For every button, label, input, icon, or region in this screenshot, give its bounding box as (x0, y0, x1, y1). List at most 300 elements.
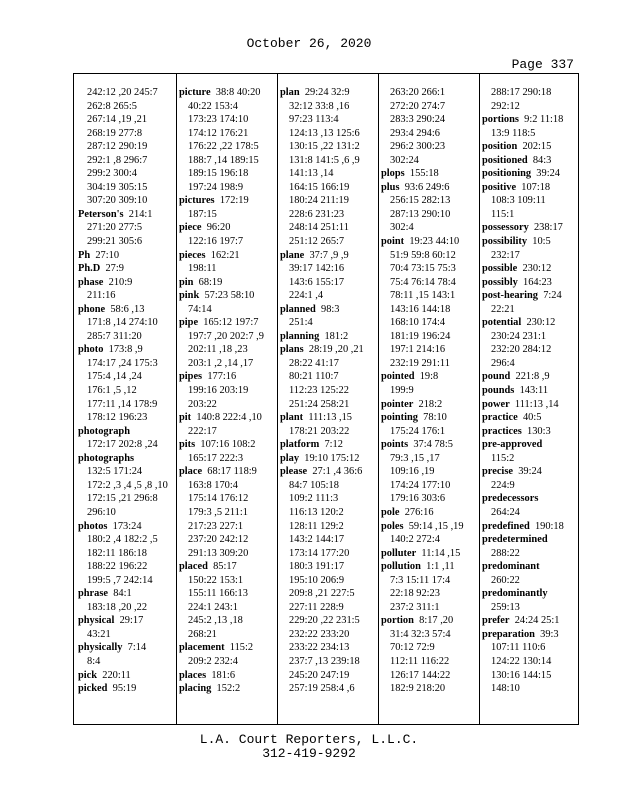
page-line-refs: 7:12 (324, 439, 343, 451)
index-continuation (179, 425, 280, 439)
page-line-refs: 245:20 247:19 (289, 669, 350, 681)
index-term: placement (179, 642, 225, 654)
page-line-refs: 220:11 (102, 669, 131, 681)
page-line-refs: 174:12 176:21 (188, 127, 249, 139)
index-continuation (381, 479, 482, 493)
page-line-refs: 221:8 ,9 (515, 371, 550, 383)
page-line-refs: 233:22 234:13 (289, 642, 350, 654)
index-continuation (78, 384, 179, 398)
index-term: predetermined (482, 534, 548, 546)
index-continuation (78, 479, 179, 493)
page-line-refs: 124:22 130:14 (491, 655, 552, 667)
index-continuation (381, 330, 482, 344)
page-line-refs: 130:15 ,22 131:2 (289, 141, 360, 153)
page-line-refs: 287:13 290:10 (390, 208, 451, 220)
page-line-refs: 108:3 109:11 (491, 195, 546, 207)
index-term: pipes (179, 371, 203, 383)
index-entry (482, 560, 583, 574)
index-continuation (280, 560, 381, 574)
index-term: practice (482, 412, 518, 424)
index-term: post-hearing (482, 290, 538, 302)
page-line-refs: 182:9 218:20 (390, 683, 446, 695)
index-continuation (280, 167, 381, 181)
page-line-refs: 174:24 177:10 (390, 479, 451, 491)
page-line-refs: 95:19 (112, 683, 137, 695)
index-term: point (381, 236, 405, 248)
page-line-refs: 230:24 231:1 (491, 330, 547, 342)
index-entry (78, 641, 179, 655)
index-continuation (381, 276, 482, 290)
page-line-refs: 107:11 110:6 (491, 642, 546, 654)
index-term: preparation (482, 628, 535, 640)
index-continuation (381, 587, 482, 601)
page-line-refs: 111:13 ,14 (514, 398, 559, 410)
page-line-refs: 112:11 116:22 (390, 655, 450, 667)
page-line-refs: 197:24 198:9 (188, 181, 244, 193)
index-continuation (381, 127, 482, 141)
page-line-refs: 152:2 (216, 683, 241, 695)
page-line-refs: 172:17 202:8 ,24 (87, 439, 158, 451)
page-line-refs: 227:11 228:9 (289, 601, 344, 613)
page-line-refs: 29:17 (119, 615, 144, 627)
index-entry (482, 154, 583, 168)
page-line-refs: 109:2 111:3 (289, 493, 339, 505)
page-line-refs: 165:17 222:3 (188, 452, 244, 464)
index-continuation (78, 560, 179, 574)
index-entry (482, 262, 583, 276)
page-line-refs: 237:20 242:12 (188, 534, 249, 546)
page-line-refs: 288:22 (491, 547, 520, 559)
index-continuation (78, 370, 179, 384)
page-line-refs: 291:13 309:20 (188, 547, 249, 559)
page-line-refs: 7:24 (543, 290, 562, 302)
index-entry (78, 682, 179, 696)
page-line-refs: 115:2 (229, 642, 254, 654)
index-continuation (280, 370, 381, 384)
page-line-refs: 229:20 ,22 231:5 (289, 615, 360, 627)
page-line-refs: 256:15 282:13 (390, 195, 451, 207)
index-entry (280, 86, 381, 100)
index-continuation (381, 452, 482, 466)
page-line-refs: 168:10 174:4 (390, 317, 446, 329)
page-line-refs: 288:17 290:18 (491, 87, 552, 98)
index-continuation (280, 127, 381, 141)
index-term: power (482, 398, 510, 410)
page-line-refs: 224:9 (491, 479, 515, 491)
index-continuation (381, 533, 482, 547)
index-term: predecessors (482, 493, 539, 505)
index-continuation (78, 533, 179, 547)
page-line-refs: 176:22 ,22 178:5 (188, 141, 259, 153)
page-line-refs: 68:17 118:9 (207, 466, 257, 478)
page-line-refs: 175:14 176:12 (188, 493, 249, 505)
page-line-refs: 173:23 174:10 (188, 114, 249, 126)
index-term: portions (482, 114, 519, 126)
index-continuation (482, 343, 583, 357)
page-line-refs: 232:22 233:20 (289, 628, 350, 640)
page-line-refs: 173:8 ,9 (108, 344, 143, 356)
index-continuation (280, 520, 381, 534)
index-entry (179, 276, 280, 290)
column-divider (479, 74, 480, 724)
index-entry (482, 411, 583, 425)
page-line-refs: 188:22 196:22 (87, 561, 148, 573)
page-line-refs: 28:19 ,20 ,21 (308, 344, 364, 356)
index-continuation (381, 262, 482, 276)
page-line-refs: 39:17 142:16 (289, 263, 345, 275)
index-continuation (78, 181, 179, 195)
index-term: polluter (381, 547, 417, 559)
index-continuation (381, 303, 482, 317)
page-line-refs: 268:21 (188, 628, 217, 640)
index-entry (381, 560, 482, 574)
page-line-refs: 262:8 265:5 (87, 100, 137, 112)
page-line-refs: 197:1 214:16 (390, 344, 446, 356)
index-entry (381, 506, 482, 520)
index-entry (482, 398, 583, 412)
index-continuation (78, 411, 179, 425)
index-term: pound (482, 371, 511, 383)
index-term: plans (280, 344, 304, 356)
page-line-refs: 93:6 249:6 (404, 181, 450, 193)
index-continuation (280, 289, 381, 303)
index-term: physical (78, 615, 115, 627)
page-line-refs: 251:24 258:21 (289, 398, 350, 410)
page-line-refs: 195:10 206:9 (289, 574, 345, 586)
index-continuation (381, 113, 482, 127)
index-continuation (179, 452, 280, 466)
index-entry (280, 465, 381, 479)
page-line-refs: 58:6 ,13 (110, 303, 145, 315)
page-line-refs: 43:21 (87, 628, 111, 640)
page-line-refs: 178:21 203:22 (289, 425, 350, 437)
index-continuation (381, 140, 482, 154)
index-continuation (482, 86, 583, 100)
page-line-refs: 85:17 (213, 561, 237, 573)
index-term: plant (280, 412, 304, 424)
page-line-refs: 259:13 (491, 601, 520, 613)
index-entry (78, 276, 179, 290)
index-entry (78, 262, 179, 276)
page-line-refs: 143:11 (519, 385, 549, 397)
index-continuation (179, 357, 280, 371)
index-continuation (381, 154, 482, 168)
index-continuation (482, 641, 583, 655)
index-term: pre-approved (482, 439, 543, 451)
page-line-refs: 214:1 (128, 208, 153, 220)
page-line-refs: 307:20 309:10 (87, 195, 148, 207)
index-continuation (179, 587, 280, 601)
page-line-refs: 150:22 153:1 (188, 574, 244, 586)
page-line-refs: 112:23 125:22 (289, 385, 349, 397)
page-line-refs: 304:19 305:15 (87, 181, 148, 193)
index-term: piece (179, 222, 202, 234)
page-line-refs: 190:18 (534, 520, 564, 532)
index-continuation (381, 289, 482, 303)
page-line-refs: 143:6 155:17 (289, 276, 345, 288)
page-line-refs: 173:24 (112, 520, 142, 532)
index-column-4 (381, 86, 482, 712)
index-entry (381, 167, 482, 181)
index-continuation (78, 316, 179, 330)
page-line-refs: 11:14 ,15 (421, 547, 461, 559)
page-line-refs: 78:10 (423, 412, 447, 424)
page-line-refs: 124:13 ,13 125:6 (289, 127, 360, 139)
page-line-refs: 141:13 ,14 (289, 168, 334, 180)
index-entry (381, 398, 482, 412)
page-line-refs: 109:16 ,19 (390, 466, 435, 478)
index-continuation (381, 492, 482, 506)
index-term: pin (179, 276, 194, 288)
index-entry (179, 438, 280, 452)
index-term: pounds (482, 385, 515, 397)
page-line-refs: 107:18 (521, 181, 551, 193)
index-term: possible (482, 263, 518, 275)
page-line-refs: 199:9 (390, 385, 414, 397)
index-continuation (482, 574, 583, 588)
index-term: positioning (482, 168, 532, 180)
index-entry (280, 452, 381, 466)
index-continuation (482, 452, 583, 466)
page-line-refs: 177:16 (207, 371, 237, 383)
index-continuation (381, 357, 482, 371)
index-continuation (78, 506, 179, 520)
index-term: photos (78, 520, 108, 532)
index-continuation (179, 492, 280, 506)
index-continuation (280, 208, 381, 222)
index-term: predominantly (482, 588, 548, 600)
page-line-refs: 222:17 (188, 425, 217, 437)
index-term: photo (78, 344, 104, 356)
index-entry (78, 249, 179, 263)
page-line-refs: 37:4 78:5 (413, 439, 453, 451)
page-line-refs: 285:7 311:20 (87, 330, 142, 342)
page-line-refs: 202:15 (522, 141, 552, 153)
page-line-refs: 202:11 ,18 ,23 (188, 344, 248, 356)
page-line-refs: 296:2 300:23 (390, 141, 446, 153)
page-line-refs: 131:8 141:5 ,6 ,9 (289, 154, 360, 166)
index-term: points (381, 439, 409, 451)
index-term: picked (78, 683, 108, 695)
index-term: platform (280, 439, 320, 451)
index-continuation (381, 221, 482, 235)
index-entry (482, 235, 583, 249)
index-continuation (78, 655, 179, 669)
page-line-refs: 79:3 ,15 ,17 (390, 452, 440, 464)
page-line-refs: 9:2 11:18 (524, 114, 564, 126)
page-line-refs: 39:24 (536, 168, 560, 180)
page-line-refs: 155:18 (409, 168, 439, 180)
index-entry (179, 370, 280, 384)
index-continuation (381, 669, 482, 683)
page-line-refs: 181:19 196:24 (390, 330, 451, 342)
index-entry (482, 370, 583, 384)
page-line-refs: 19:8 (419, 371, 439, 383)
index-continuation (179, 574, 280, 588)
page-line-refs: 180:2 ,4 182:2 ,5 (87, 534, 158, 546)
index-continuation (381, 86, 482, 100)
index-entry (179, 316, 280, 330)
index-term: pipe (179, 317, 199, 329)
index-continuation (381, 628, 482, 642)
page-line-refs: 283:3 290:24 (390, 114, 446, 126)
index-continuation (179, 167, 280, 181)
page-line-refs: 24:24 25:1 (514, 615, 560, 627)
index-continuation (179, 343, 280, 357)
page-line-refs: 209:8 ,21 227:5 (289, 588, 355, 600)
index-term: places (179, 669, 207, 681)
page-line-refs: 111:13 ,15 (308, 412, 352, 424)
index-term: possibly (482, 276, 518, 288)
index-continuation (78, 113, 179, 127)
index-continuation (179, 655, 280, 669)
index-entry (482, 425, 583, 439)
page-line-refs: 140:2 272:4 (390, 534, 440, 546)
page-line-refs: 164:15 166:19 (289, 181, 350, 193)
page-line-refs: 57:23 58:10 (204, 290, 255, 302)
page-line-refs: 7:14 (127, 642, 147, 654)
index-term: prefer (482, 615, 510, 627)
index-entry (78, 669, 179, 683)
index-term: positioned (482, 154, 528, 166)
index-term: position (482, 141, 518, 153)
page-line-refs: 8:4 (87, 655, 101, 667)
page-line-refs: 39:3 (540, 628, 559, 640)
page-line-refs: 27:1 ,4 36:6 (312, 466, 363, 478)
page-line-refs: 172:19 (219, 195, 249, 207)
index-term: possibility (482, 236, 528, 248)
index-entry (280, 303, 381, 317)
page-line-refs: 230:12 (526, 317, 556, 329)
index-entry (381, 614, 482, 628)
index-continuation (482, 100, 583, 114)
page-line-refs: 13:9 118:5 (491, 127, 536, 139)
index-term: phrase (78, 588, 109, 600)
index-entry (381, 547, 482, 561)
column-divider (378, 74, 379, 724)
index-continuation (280, 492, 381, 506)
page-line-refs: 242:12 ,20 245:7 (87, 87, 158, 98)
index-entry (482, 316, 583, 330)
index-continuation (78, 357, 179, 371)
index-entry (78, 520, 179, 534)
page-line-refs: 248:14 251:11 (289, 222, 349, 234)
index-continuation (280, 547, 381, 561)
index-continuation (280, 506, 381, 520)
index-continuation (280, 194, 381, 208)
index-entry (482, 289, 583, 303)
index-continuation (482, 655, 583, 669)
index-continuation (78, 438, 179, 452)
index-continuation (179, 330, 280, 344)
page-line-refs: 271:20 277:5 (87, 222, 143, 234)
index-entry (381, 438, 482, 452)
index-continuation (78, 547, 179, 561)
index-entry (179, 411, 280, 425)
index-entry (78, 614, 179, 628)
page-line-refs: 162:21 (210, 249, 240, 261)
index-continuation (381, 343, 482, 357)
index-continuation (280, 398, 381, 412)
page-line-refs: 188:7 ,14 189:15 (188, 154, 259, 166)
index-term: pink (179, 290, 200, 302)
page-line-refs: 179:3 ,5 211:1 (188, 506, 248, 518)
index-continuation (280, 276, 381, 290)
index-term: pollution (381, 561, 421, 573)
index-continuation (280, 682, 381, 696)
index-term: please (280, 466, 308, 478)
index-entry (381, 411, 482, 425)
index-continuation (280, 425, 381, 439)
page-line-refs: 276:16 (404, 506, 434, 518)
index-continuation (381, 465, 482, 479)
page-line-refs: 19:23 44:10 (409, 236, 460, 248)
page-line-refs: 218:2 (418, 398, 443, 410)
index-entry (179, 669, 280, 683)
page-line-refs: 40:22 153:4 (188, 100, 238, 112)
index-continuation (381, 641, 482, 655)
index-continuation (78, 86, 179, 100)
index-continuation (179, 140, 280, 154)
page-line-refs: 173:14 177:20 (289, 547, 350, 559)
index-term: predefined (482, 520, 530, 532)
index-term: place (179, 466, 203, 478)
index-continuation (78, 235, 179, 249)
index-continuation (482, 601, 583, 615)
index-continuation (78, 127, 179, 141)
index-term: plops (381, 168, 405, 180)
index-term: practices (482, 425, 522, 437)
page-line-refs: 224:1 243:1 (188, 601, 238, 613)
page-line-refs: 302:24 (390, 154, 419, 166)
page-line-refs: 267:14 ,19 ,21 (87, 114, 148, 126)
page-line-refs: 84:1 (113, 588, 132, 600)
page-line-refs: 183:18 ,20 ,22 (87, 601, 148, 613)
reporter-phone: 312-419-9292 (262, 746, 356, 761)
index-continuation (179, 506, 280, 520)
page-line-refs: 179:16 303:6 (390, 493, 446, 505)
index-continuation (381, 316, 482, 330)
index-continuation (482, 357, 583, 371)
page-line-refs: 143:16 144:18 (390, 303, 451, 315)
index-continuation (179, 384, 280, 398)
index-term: Ph.D (78, 263, 101, 275)
page-line-refs: 22:18 92:23 (390, 588, 440, 600)
index-entry (381, 181, 482, 195)
page-line-refs: 96:20 (206, 222, 231, 234)
page-line-refs: 176:1 ,5 ,12 (87, 385, 137, 397)
page-line-refs: 19:10 175:12 (304, 452, 360, 464)
page-line-refs: 171:8 ,14 274:10 (87, 317, 158, 329)
index-continuation (78, 154, 179, 168)
index-continuation (280, 655, 381, 669)
index-continuation (78, 465, 179, 479)
index-entry (179, 86, 280, 100)
page-line-refs: 302:4 (390, 222, 414, 234)
deposition-date: October 26, 2020 (246, 36, 372, 51)
page-line-refs: 28:22 41:17 (289, 357, 339, 369)
page-line-refs: 237:2 311:1 (390, 601, 440, 613)
index-term: pictures (179, 195, 215, 207)
page-line-refs: 293:4 294:6 (390, 127, 440, 139)
page-line-refs: 164:23 (523, 276, 552, 288)
index-continuation (482, 330, 583, 344)
index-entry (280, 249, 381, 263)
page-line-refs: 84:7 105:18 (289, 479, 339, 491)
page-line-refs: 264:24 (491, 506, 520, 518)
page-number: Page 337 (511, 57, 574, 72)
index-entry (78, 208, 179, 222)
